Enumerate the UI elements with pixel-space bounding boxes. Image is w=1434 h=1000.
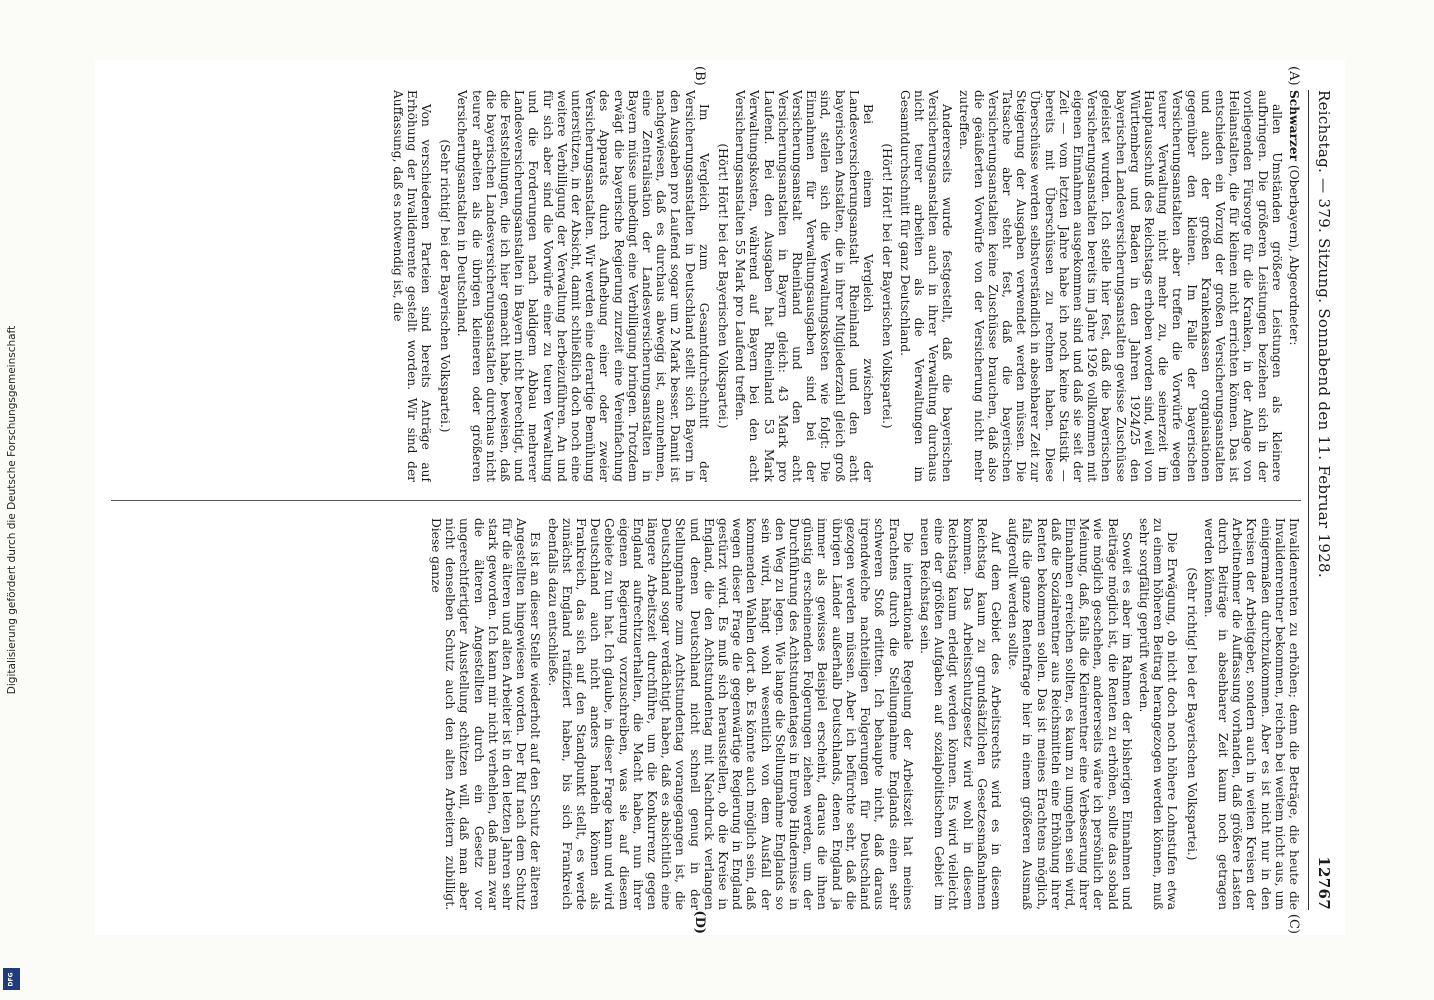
margin-marker-c: (C) <box>1286 913 1301 934</box>
paragraph: Von verschiedenen Parteien sind bereits Anträge auf Erhöhung der Invalidenrente gestellt worden. Wir sind der Auffassung, daß es notwendig ist, die <box>390 90 434 482</box>
paragraph: allen Umständen größere Leistungen als kleinere aufbringen. Die größeren Leistungen beziehen sich in der vorliegenden Fürsorge für die Kranken, in der Anlage von Heilanstalten, die für kleinen nicht errichten können. Das ist entschieden ein Vorzug der großen Versicherungsanstalten und auch der großen Krankenkassen organisationen gegenüber den kleinen. Im Falle der bayerischen Versicherungsanstalten aber treffen die Vorwürfe wegen teurer Verwaltung nicht mehr zu, die seinerzeit im Hauptausschuß des Reichstags erhoben worden sind, weil von Württemberg und Baden in den Jahren 1924/25 den bayerischen Landesversicherungsanstalten gewisse Zuschüsse geleistet wurden. Ich stelle hier fest, daß die bayerischen Versicherungsanstalten bereits im Jahre 1926 vollkommen mit eigenen Einnahmen ausgekommen sind und daß sie seit der Zeit — vom letzten Jahre habe ich noch keine Statistik — bereits mit Überschüssen zu rechnen haben. Diese Überschüsse werden selbstverständlich in absehbarer Zeit zur Steigerung der Ausgaben verwendet werden müssen. Die Tatsache aber steht fest, daß die bayerischen Versicherungsanstalten keine Zuschüsse brauchen, daß also die geäußerten Vorwürfe von der Versicherung nicht mehr zutreffen. <box>957 90 1284 482</box>
left-column <box>111 90 1301 482</box>
interjection: (Sehr richtig! bei der Bayerischen Volkspartei.) <box>438 139 453 433</box>
dfg-logo: DFG <box>3 968 20 990</box>
paragraph: Invalidenrenten zu erhöhen; denn die Beträge, die heute die Invalidenrentner bekommen, reichen bei weitem nicht aus, um einigermaßen durchzukommen. Aber es ist nicht nur in den Kreisen der Arbeitgeber, sondern auch in weiten Kreisen der Arbeitnehmer die Auffassung vorhanden, daß größere Lasten durch Beiträge in absehbarer Zeit kaum noch getragen werden können. <box>1201 518 1301 910</box>
header-rule <box>1308 90 1309 910</box>
funding-note-text: Digitalisierung gefördert durch die Deutsche Forschungsgemeinschaft <box>6 325 18 695</box>
speaker-name: Schwarzer <box>1287 90 1301 161</box>
column-divider <box>111 500 1301 501</box>
interjection: (Sehr richtig! bei der Bayerischen Volkspartei.) <box>1184 567 1199 861</box>
page-number: 12767 <box>1315 856 1333 910</box>
interjection: (Hört! Hört! bei der Bayerischen Volkspartei.) <box>716 143 731 429</box>
margin-marker-d: (D) <box>692 910 707 934</box>
header-title: Reichstag. — 379. Sitzung. Sonnabend den 11. Februar 1928. <box>1315 90 1333 578</box>
document-page <box>87 60 1347 940</box>
funding-note <box>2 40 22 980</box>
paragraph: Es ist an dieser Stelle wiederholt auf den Schutz der älteren Angestellten hingewiesen worden. Der Ruf nach dem Schutz für die älteren und alten Arbeiter ist in den letzten Jahren sehr stark geworden. Ich kann mir nicht verhehlen, daß man zwar die älteren Angestellten durch ein Gesetz vor ungerechtfertigter Ausstellung schützen will, daß man aber nicht denselben Schutz auch den alten Arbeitern zubilligt. Diese ganze <box>429 518 543 910</box>
paragraph: Bei einem Vergleich zwischen der Landesversicherungsanstalt Rheinland und den acht bayerischen Anstalten, die in ihrer Mitgliederzahl gleich groß sind, stellen sich die Verwaltungskosten wie folgt: Die Einnahmen für Verwaltungsausgaben sind bei der Versicherungsanstalt Rheinland und den acht Versicherungsanstalten in Bayern gleich: 43 Mark pro Laufend. Bei den Ausgaben hat Rheinland 53 Mark Verwaltungskosten, während auf Bayern bei den acht Versicherungsanstalten 55 Mark pro Laufend treffen. <box>733 90 876 482</box>
paragraph: Andererseits wurde festgestellt, daß die bayerischen Versicherungsanstalten auch in ihrer Verwaltung durchaus nicht teurer arbeiten als die Verwaltungen im Gesamtdurchschnitt für ganz Deutschland. <box>897 90 955 482</box>
speaker-suffix: (Oberbayern), Abgeordneter: <box>1287 161 1301 346</box>
paragraph: Auf dem Gebiet des Arbeitsrechts wird es in diesem Reichstag kaum zu grundsätzlichen Gesetzesmaßnahmen kommen. Das Arbeitsschutzgesetz wird wohl in diesem Reichstag kaum erledigt werden können. Es wird vielleicht eine der größten Aufgaben auf sozialpolitischem Gebiet im neuen Reichstag sein. <box>917 518 1003 910</box>
margin-marker-b: (B) <box>692 66 707 86</box>
margin-marker-a: (A) <box>1286 66 1301 86</box>
right-column <box>111 518 1301 910</box>
interjection: (Hört! Hört! bei der Bayerischen Volkspartei.) <box>880 143 895 429</box>
paragraph: Die Erwägung, ob nicht doch noch höhere Lohnstufen etwa zu einem höheren Beitrag herangezogen werden können, muß sehr sorgfältig geprüft werden. <box>1136 518 1180 910</box>
paragraph: Im Vergleich zum Gesamtdurchschnitt der Versicherungsanstalten in Deutschland stellt sich Bayern in den Ausgaben pro Laufend sogar um 2 Mark besser. Damit ist nachgewiesen, daß es durchaus abwegig ist, anzunehmen, eine Zentralisation der Landesversicherungsanstalten in Bayern müsse unbedingt eine Verbilligung bringen. Trotzdem erwägt die bayerische Regierung zurzeit eine Vereinfachung des Apparats durch Aufhebung einer oder zweier Versicherungsanstalten. Wir werden eine derartige Bemühung unterstützen, in der Absicht, damit schließlich doch noch eine weitere Verbilligung der Verwaltung herbeizuführen. An und für sich aber sind die Vorwürfe einer zu teuren Verwaltung und die Forderungen nach baldigem Abbau mehrerer Landesversicherungsanstalten in Bayern nicht berechtigt, und die Feststellungen, die ich hier gemacht habe, beweisen, daß die bayerischen Landesversicherungsanstalten durchaus nicht teurer arbeiten als die übrigen kleineren oder größeren Versicherungsanstalten in Deutschland. <box>455 90 711 482</box>
page-header <box>1313 90 1335 910</box>
paragraph: Soweit es aber im Rahmen der bisherigen Einnahmen und Beiträge möglich ist, die Renten zu erhöhen, sollte das sobald wie möglich geschehen, andererseits wäre ich persönlich der Meinung, daß, falls die Kleinrentner eine Verbesserung ihrer Einnahmen erreichen sollten, es kaum zu umgehen sein wird, daß die Sozialrentner aus Reichsmitteln eine Erhöhung ihrer Renten bekommen sollen. Das ist meines Erachtens möglich, falls die ganze Rentenfrage hier in einem größeren Ausmaß aufgerollt werden sollte. <box>1006 518 1134 910</box>
speaker-line <box>1287 90 1301 482</box>
paragraph: Die internationale Regelung der Arbeitszeit hat meines Erachtens durch die Stellungnahme Englands einen sehr schweren Stoß erlitten. Ich behaupte nicht, daß daraus irgendwelche nachteiligen Folgerungen für Deutschland gezogen werden müssen. Aber ich befürchte sehr, daß die übrigen Länder außerhalb Deutschlands, denen England ja immer als gewisses Beispiel erscheint, daraus die ihnen günstig erscheinenden Folgerungen ziehen werden, um der Durchführung des Achtstundentages in Europa Hindernisse in den Weg zu legen. Wie lange die Stellungnahme Englands so sein wird, hängt wohl wesentlich von dem Ausfall der kommenden Wahlen dort ab. Es könnte auch möglich sein, daß wegen dieser Frage die gegenwärtige Regierung in England gestürzt wird. Es muß sich herausstellen, ob die Kreise in England, die den Achtstundentag mit Nachdruck verlangen und denen Deutschland nicht schnell genug in der Stellungnahme zum Achtstundentag vorangegangen ist, die Deutschland sogar verdächtigt haben, daß es absichtlich eine längere Arbeitszeit durchführe, um die Konkurrenz gegen England aufrechtzuerhalten, die Macht haben, nun ihrer eigenen Regierung vorzuschreiben, was sie auf diesem Gebiete zu tun hat. Ich glaube, in dieser Frage kann und wird Deutschland auch nicht anders handeln können als Frankreich, das sich auf den Standpunkt stellt, es werde zunächst England ratifiziert haben, bis sich Frankreich ebenfalls dazu entschließe. <box>545 518 915 910</box>
